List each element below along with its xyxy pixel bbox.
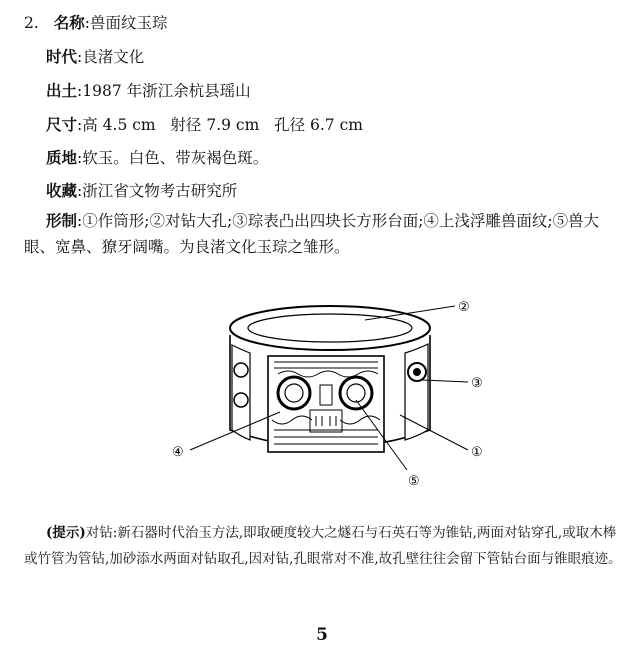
entry-collection-line: 收藏:浙江省文物考古研究所 (46, 182, 238, 200)
excavated-label: 出土 (46, 82, 78, 100)
collection-value: 浙江省文物考古研究所 (82, 182, 238, 200)
entry-size-line: 尺寸:高 4.5 cm 射径 7.9 cm 孔径 6.7 cm (46, 116, 363, 134)
callout-3: ③ (471, 376, 483, 391)
excavated-value: 1987 年浙江余杭县瑶山 (82, 82, 251, 100)
collection-label: 收藏 (46, 182, 78, 200)
note-text: 对钻:新石器时代治玉方法,即取硬度较大之燧石与石英石等为锥钻,两面对钻穿孔,或取木棒或竹管为管钻,加砂添水两面对钻取孔,因对钻,孔眼常对不准,故孔壁往往会留下管钻台面与锥眼痕迹。 (24, 525, 622, 567)
note-lead: (提示) (46, 525, 86, 541)
entry-period-line: 时代:良渚文化 (46, 48, 145, 66)
name-value: 兽面纹玉琮 (89, 14, 168, 32)
material-label: 质地 (46, 149, 78, 167)
cong-hole (248, 314, 412, 342)
callout-1: ① (471, 445, 483, 460)
cong-figure (150, 290, 510, 490)
size-label: 尺寸 (46, 116, 78, 134)
period-value: 良渚文化 (82, 48, 145, 66)
entry-number: 2. (24, 14, 39, 32)
entry-form-paragraph: 形制:①作筒形;②对钻大孔;③琮表凸出四块长方形台面;④上浅浮雕兽面纹;⑤兽大眼、宽鼻、獠牙阔嘴。为良渚文化玉琮之雏形。 (24, 212, 600, 256)
face-eye-right-inner (347, 384, 365, 402)
callout-4: ④ (172, 445, 184, 460)
entry-material-line: 质地:软玉。白色、带灰褐色斑。 (46, 149, 269, 167)
form-label: 形制 (46, 212, 78, 230)
colon: : (84, 14, 90, 32)
note-paragraph (24, 520, 624, 572)
period-label: 时代 (46, 48, 78, 66)
face-eye-left-inner (285, 384, 303, 402)
name-label: 名称 (53, 14, 85, 32)
callout-5: ⑤ (408, 474, 420, 489)
callout-2: ② (458, 300, 470, 315)
material-value: 软玉。白色、带灰褐色斑。 (82, 149, 269, 167)
entry-name-line (24, 13, 168, 33)
entry-excavated-line: 出土:1987 年浙江余杭县瑶山 (46, 82, 251, 100)
form-value: ①作筒形;②对钻大孔;③琮表凸出四块长方形台面;④上浅浮雕兽面纹;⑤兽大眼、宽鼻、獠牙阔嘴。为良渚文化玉琮之雏形。 (24, 212, 600, 256)
right-panel (405, 344, 428, 440)
right-eye-pupil (413, 368, 421, 376)
size-value: 高 4.5 cm 射径 7.9 cm 孔径 6.7 cm (82, 116, 363, 134)
page-number: 5 (316, 625, 328, 645)
